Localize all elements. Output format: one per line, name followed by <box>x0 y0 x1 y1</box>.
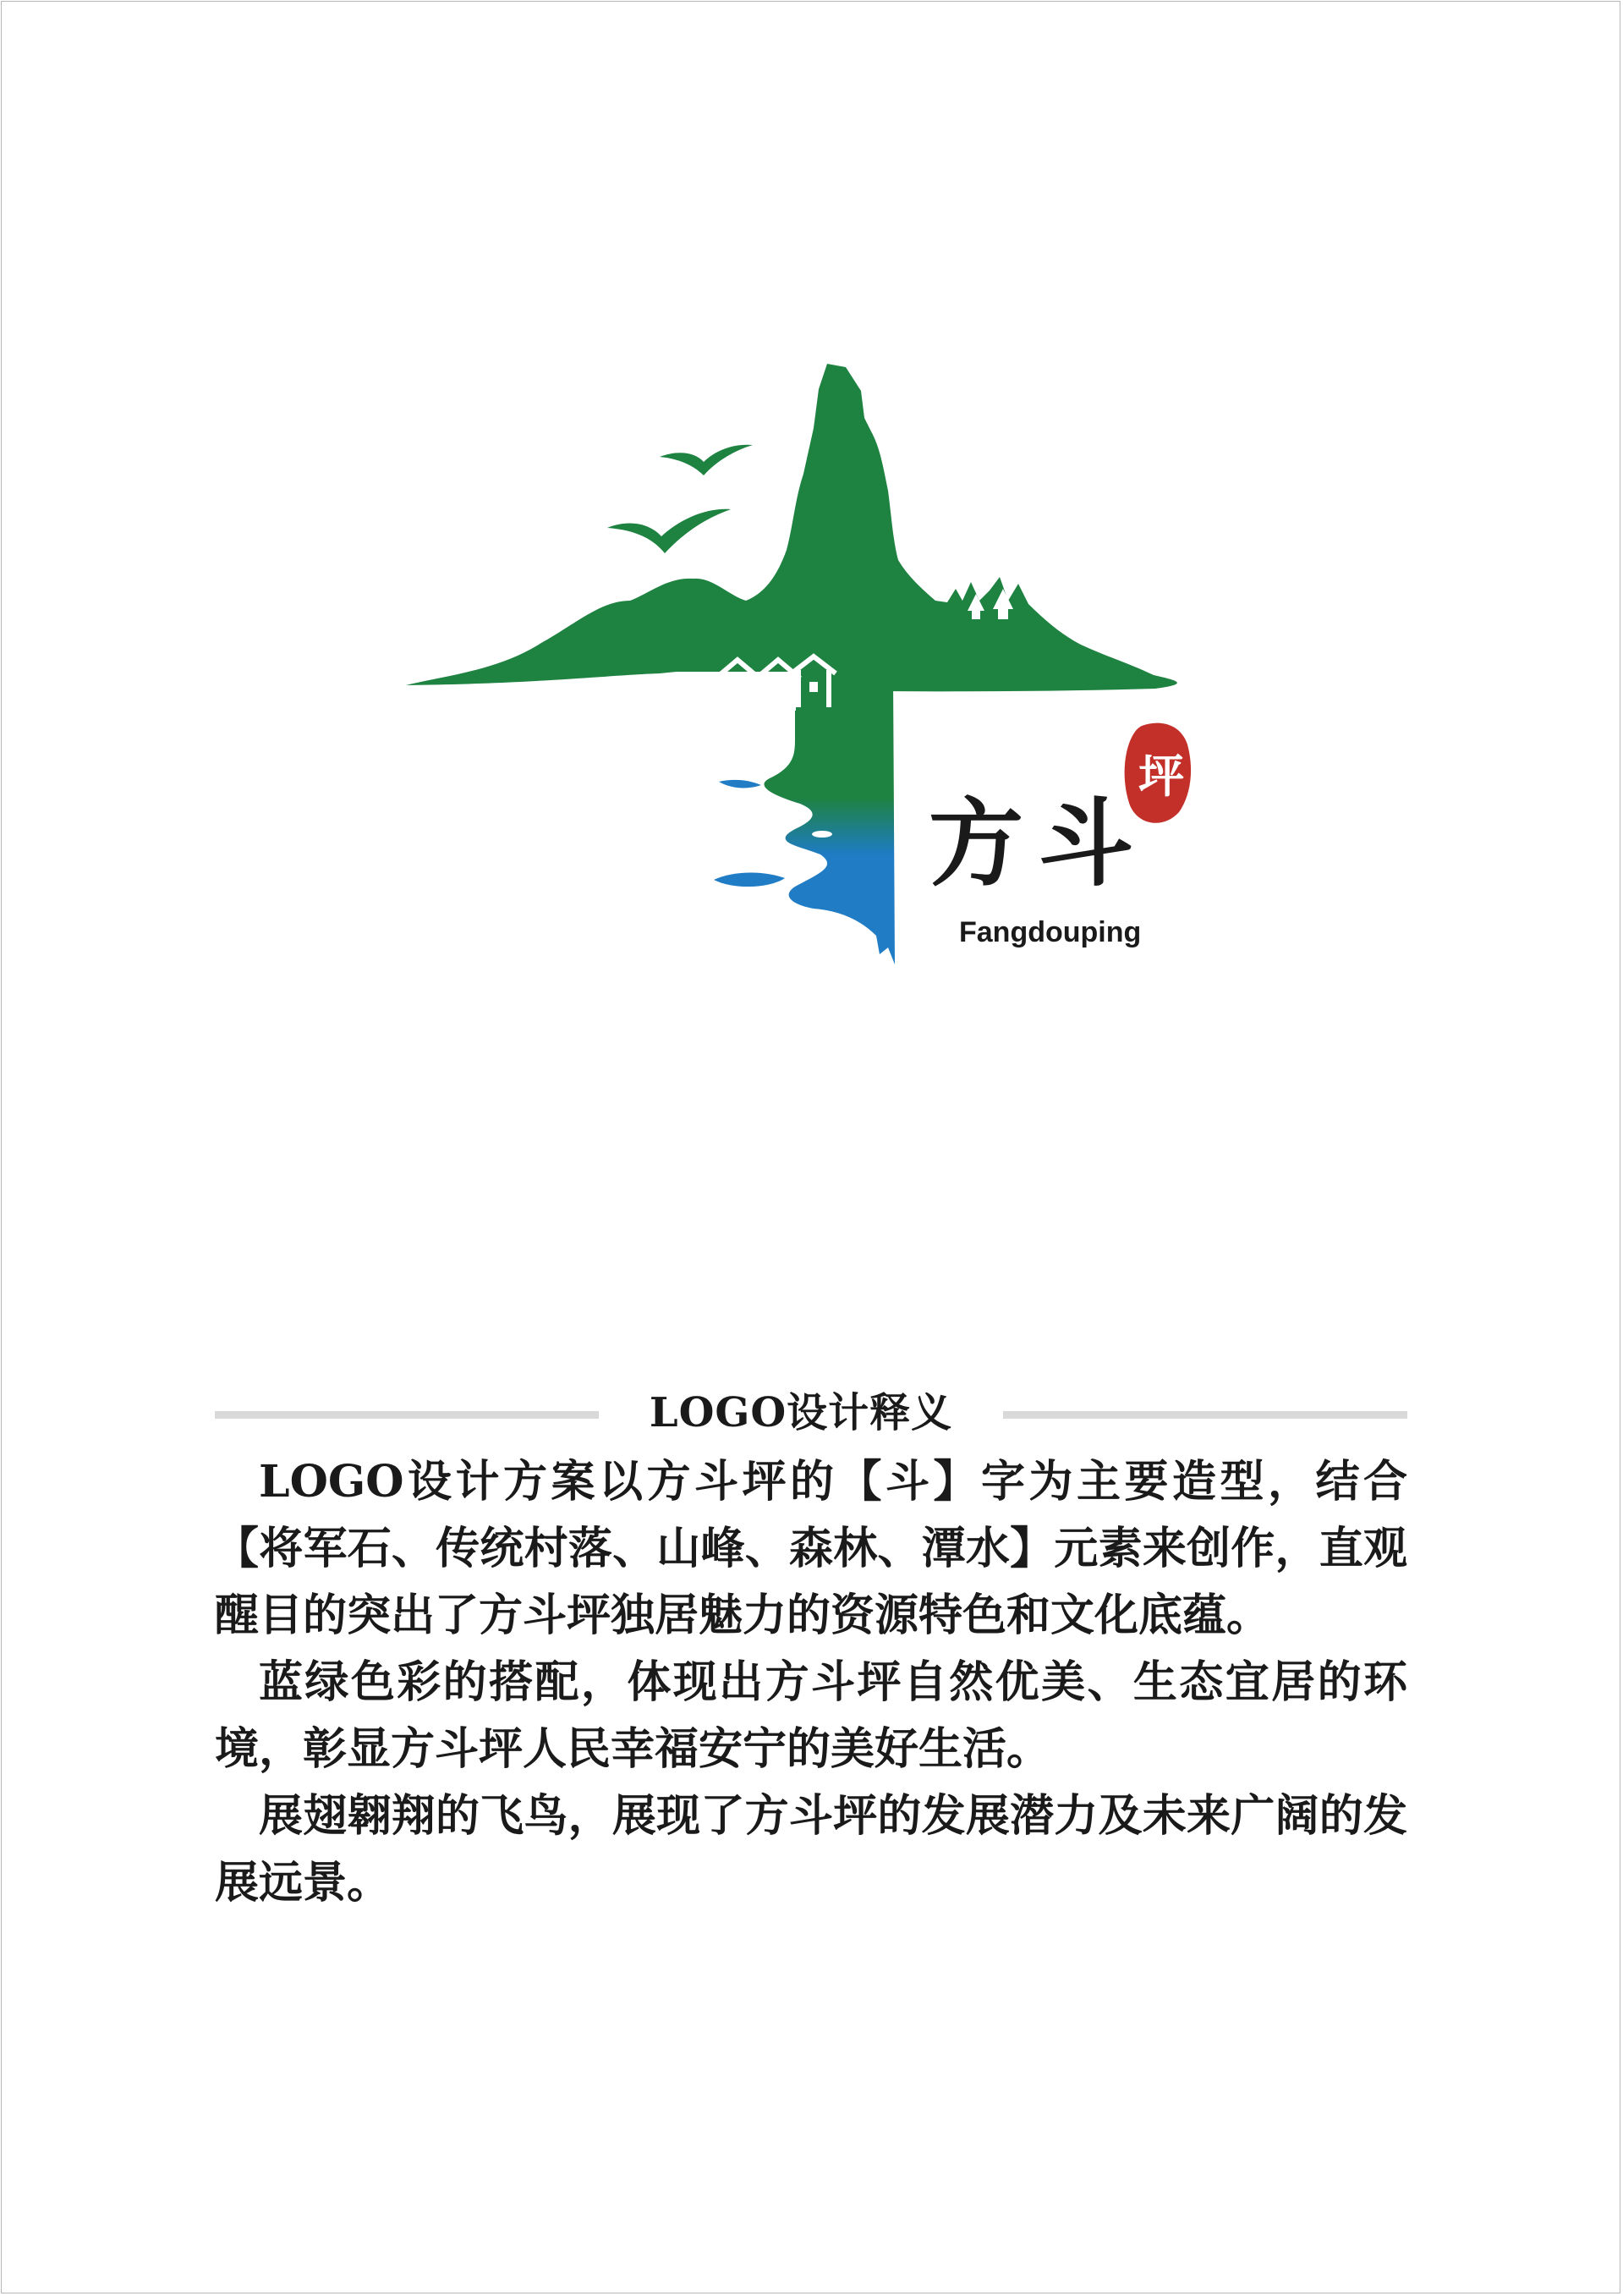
heading-rule-right <box>1003 1411 1407 1419</box>
description-body <box>215 1448 1407 1916</box>
mountain-forest-shape <box>406 364 1177 691</box>
water-highlight <box>812 831 832 838</box>
fangdouping-logo <box>398 355 1226 964</box>
section-heading <box>215 1387 1407 1438</box>
page-border <box>1 1 1620 2293</box>
water-ripple-shape <box>719 780 761 788</box>
paragraph: 蓝绿色彩的搭配，体现出方斗坪自然优美、生态宜居的环境，彰显方斗坪人民幸福安宁的美好生活。 <box>215 1656 1407 1775</box>
brand-name-cn: 方斗 <box>929 789 1149 899</box>
water-pool-shape <box>714 873 785 887</box>
section-title: LOGO设计释义 <box>649 1389 953 1436</box>
paragraph: 展翅翱翔的飞鸟，展现了方斗坪的发展潜力及未来广阔的发展远景。 <box>215 1790 1407 1909</box>
bird-small-icon <box>660 445 753 475</box>
river-stem-shape <box>764 677 895 964</box>
bird-large-icon <box>607 509 731 553</box>
heading-rule-left <box>215 1411 599 1419</box>
paragraph: LOGO设计方案以方斗坪的【斗】字为主要造型，结合【将军石、传统村落、山峰、森林、潭水】元素来创作，直观醒目的突出了方斗坪独居魅力的资源特色和文化底蕴。 <box>215 1456 1407 1641</box>
brand-name-pinyin: Fangdouping <box>959 916 1142 948</box>
seal-char: 坪 <box>1138 749 1184 803</box>
